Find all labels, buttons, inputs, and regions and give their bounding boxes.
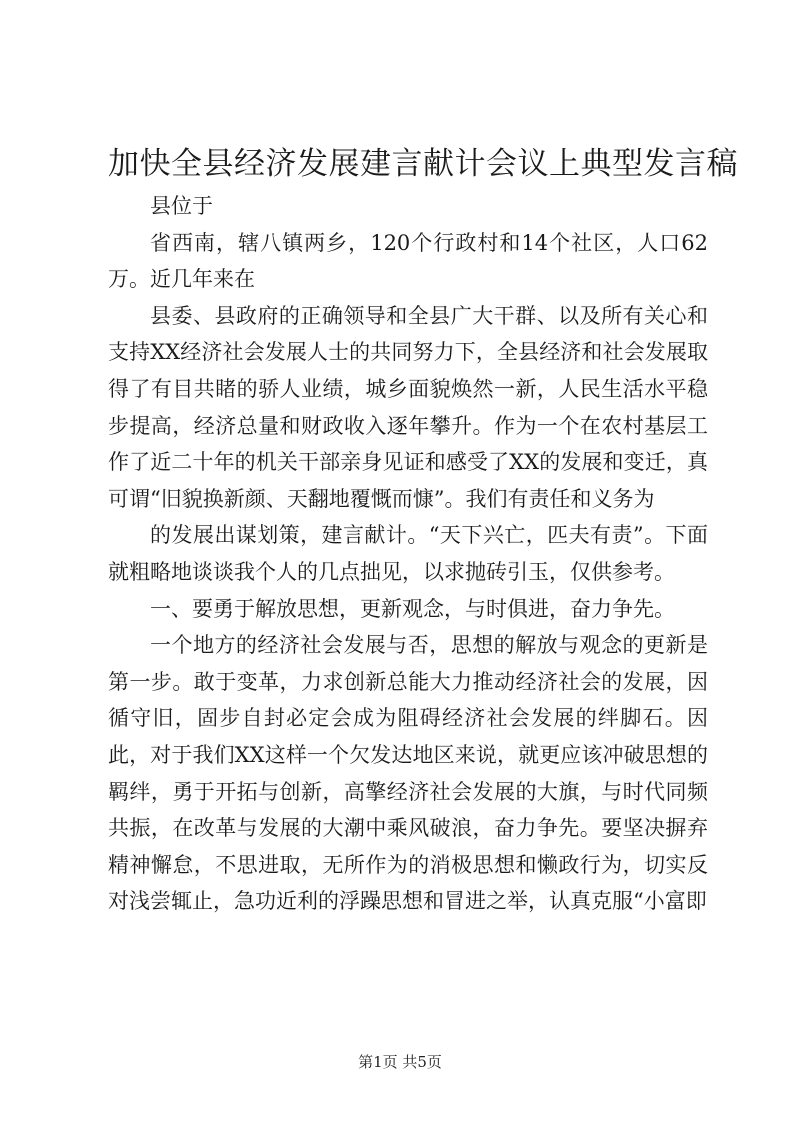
paragraph: 省西南，辖八镇两乡，120个行政村和14个社区，人口62万。近几年来在 xyxy=(108,230,708,292)
paragraph: 的发展出谋划策，建言献计。“天下兴亡，匹夫有责”。下面就粗略地谈谈我个人的几点拙见，以求抛砖引玉，仅供参考。 xyxy=(108,523,708,584)
paragraph: 一个地方的经济社会发展与否，思想的解放与观念的更新是第一步。敢于变革，力求创新总能大力推动经济社会的发展，因循守旧，固步自封必定会成为阻碍经济社会发展的绊脚石。因此，对于我们XX这样一个欠发达地区来说，就更应该冲破思想的羁绊，勇于开拓与创新，高擎经济社会发展的大旗，与时代同频共振，在改革与发展的大潮中乘风破浪，奋力争先。要坚决摒弃精神懈怠，不思进取，无所作为的消极思想和懒政行为，切实反对浅尝辄止，急功近利的浮躁思想和冒进之举，认真克服“小富即 xyxy=(108,633,708,914)
paragraph: 县委、县政府的正确领导和全县广大干群、以及所有关心和支持XX经济社会发展人士的共同努力下，全县经济和社会发展取得了有目共睹的骄人业绩，城乡面貌焕然一新，人民生活水平稳步提高，经济总量和财政收入逐年攀升。作为一个在农村基层工作了近二十年的机关干部亲身见证和感受了XX的发展和变迁，真可谓“旧貌换新颜、天翻地覆慨而慷”。我们有责任和义务为 xyxy=(108,303,708,511)
paragraph: 县位于 xyxy=(150,194,213,218)
section-heading: 一、要勇于解放思想，更新观念，与时俱进，奋力争先。 xyxy=(150,596,675,621)
document-title: 加快全县经济发展建言献计会议上典型发言稿 xyxy=(108,146,738,182)
page-number-footer: 第1页 共5页 xyxy=(358,1053,442,1071)
document-body xyxy=(108,188,708,920)
